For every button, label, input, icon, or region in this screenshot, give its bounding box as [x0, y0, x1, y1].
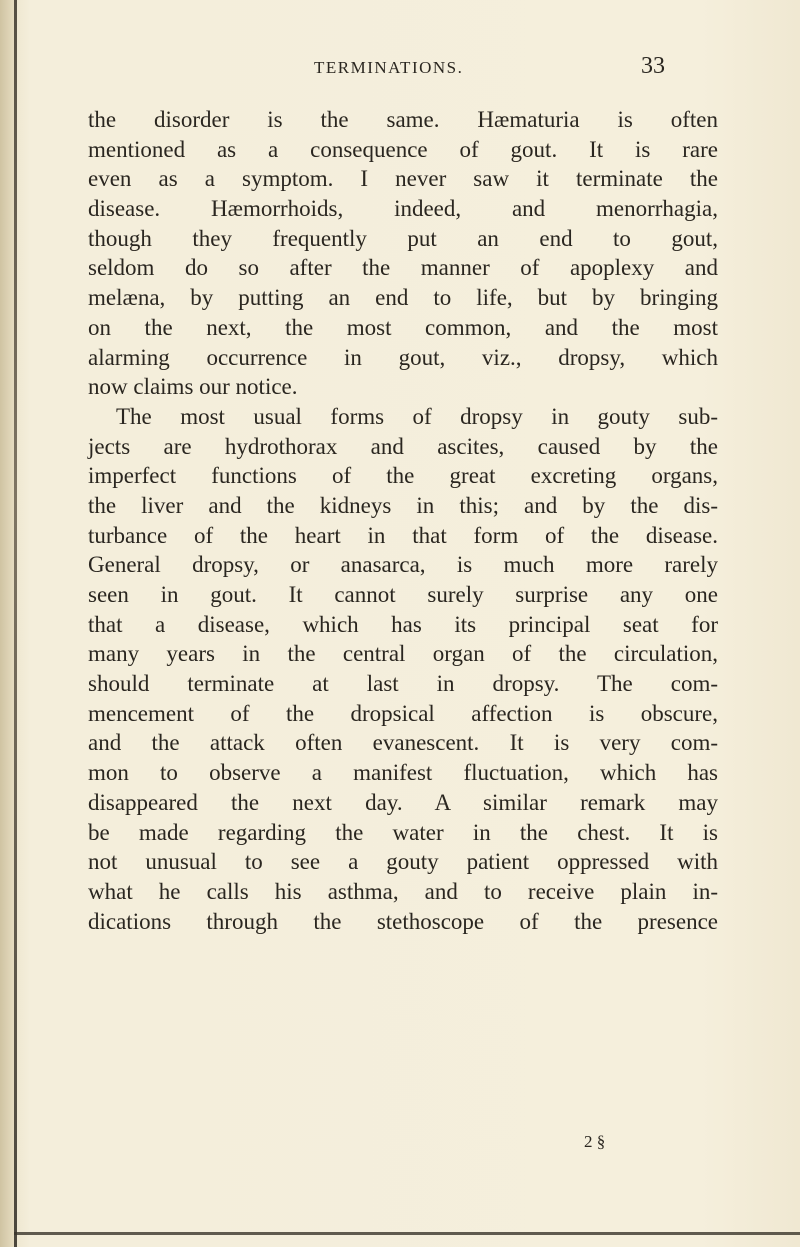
text-line: seen in gout. It cannot surely surprise any one [88, 582, 718, 607]
text-line: that a disease, which has its principal seat for [88, 611, 718, 637]
text-line: jects are hydrothorax and ascites, caused by the [88, 433, 718, 459]
text-line: dications through the stethoscope of the presence [88, 908, 718, 934]
text-line: be made regarding the water in the chest. It is [88, 819, 718, 845]
paragraph-end-line: now claims our notice. [88, 374, 298, 400]
binding-edge-line [14, 0, 17, 1247]
page-bottom-edge [14, 1232, 800, 1235]
signature-mark: 2 § [584, 1132, 606, 1151]
text-line: mentioned as a consequence of gout. It is rare [88, 136, 718, 162]
text-line: seldom do so after the manner of apoplexy and [88, 255, 718, 281]
text-line: and the attack often evanescent. It is very com- [88, 730, 718, 756]
running-header: TERMINATIONS. [314, 58, 464, 77]
text-line: not unusual to see a gouty patient oppressed with [88, 849, 718, 875]
text-line: the disorder is the same. Hæmaturia is often [88, 107, 718, 132]
text-line: melæna, by putting an end to life, but by bringing [88, 285, 718, 311]
text-line: turbance of the heart in that form of the disease. [88, 522, 718, 548]
text-line: disease. Hæmorrhoids, indeed, and menorrhagia, [88, 196, 718, 222]
text-line: many years in the central organ of the circulation, [88, 641, 718, 667]
text-line: General dropsy, or anasarca, is much more rarely [88, 552, 718, 578]
text-line: mon to observe a manifest fluctuation, which has [88, 760, 718, 786]
paragraph-start-line: The most usual forms of dropsy in gouty sub- [116, 403, 718, 429]
text-line: what he calls his asthma, and to receive plain in- [88, 878, 718, 904]
text-line: imperfect functions of the great excreting organs, [88, 463, 718, 489]
text-line: though they frequently put an end to gout, [88, 225, 718, 251]
text-line: even as a symptom. I never saw it terminate the [88, 166, 718, 192]
text-line: on the next, the most common, and the most [88, 314, 718, 340]
text-line: alarming occurrence in gout, viz., dropsy, which [88, 344, 718, 370]
text-line: mencement of the dropsical affection is obscure, [88, 700, 718, 726]
binding-gutter [0, 0, 14, 1247]
text-line: disappeared the next day. A similar remark may [88, 789, 718, 815]
page-number: 33 [641, 53, 665, 79]
text-line: the liver and the kidneys in this; and by the dis- [88, 492, 718, 518]
text-line: should terminate at last in dropsy. The com- [88, 671, 718, 697]
body-text [88, 105, 718, 936]
